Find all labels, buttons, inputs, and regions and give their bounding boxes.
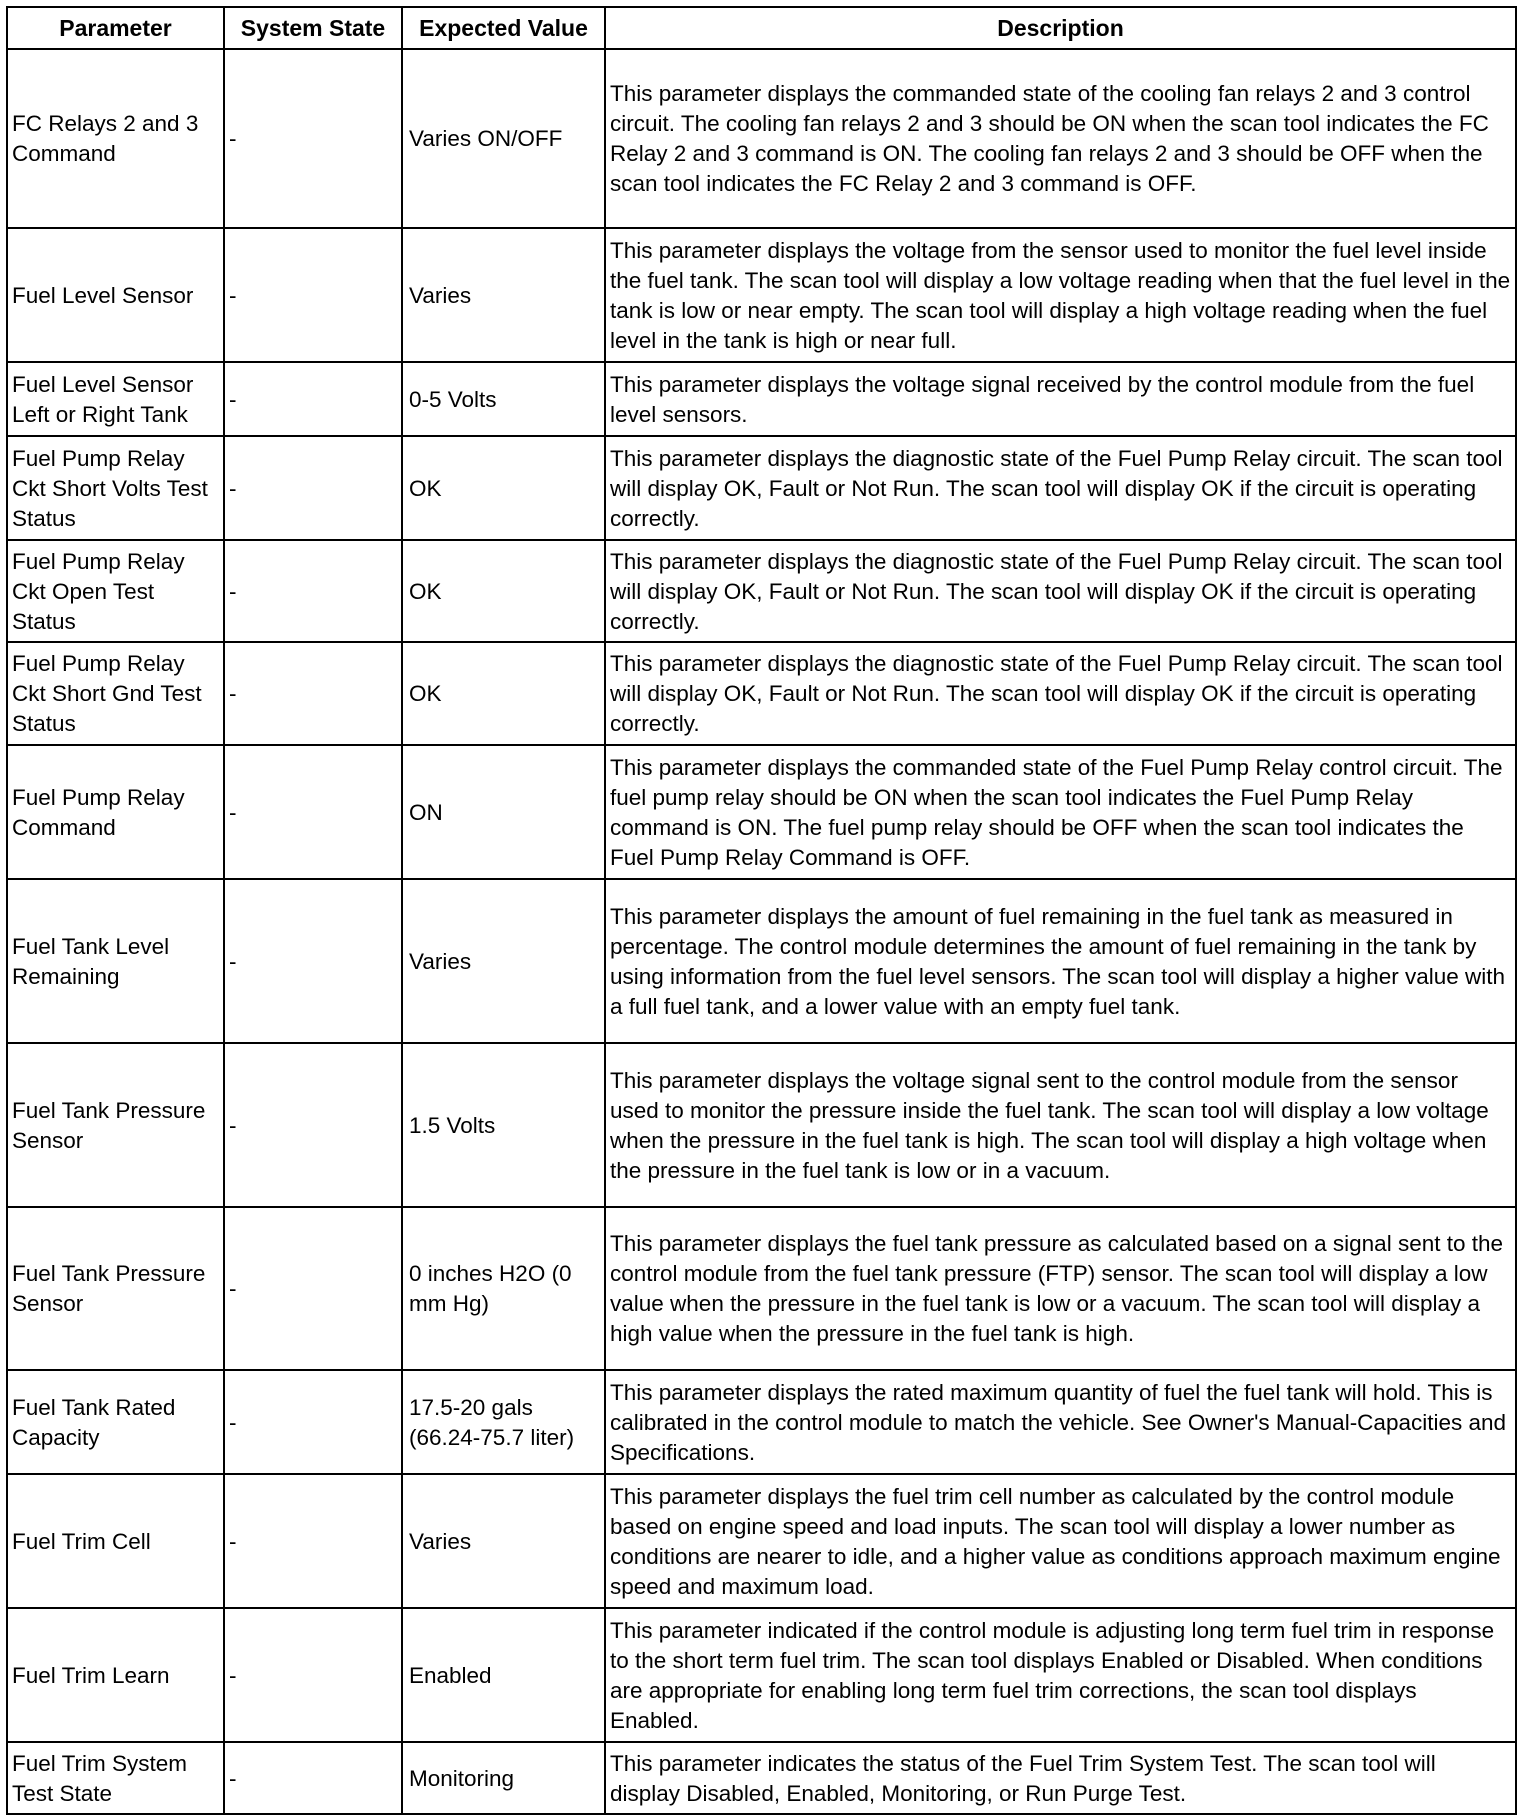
cell-description: This parameter displays the diagnostic state of the Fuel Pump Relay circuit. The scan tool will display OK, Fault or Not Run. The scan tool will display OK if the circuit is operating correctly. — [605, 642, 1516, 745]
cell-description: This parameter displays the voltage signal sent to the control module from the sensor used to monitor the pressure inside the fuel tank. The scan tool will display a low voltage when the pressure in the fuel tank is high. The scan tool will display a high voltage when the pressure in the fuel tank is low or in a vacuum. — [605, 1043, 1516, 1207]
cell-description: This parameter indicated if the control module is adjusting long term fuel trim in response to the short term fuel trim. The scan tool displays Enabled or Disabled. When conditions are appropriate for enabling long term fuel trim corrections, the scan tool displays Enabled. — [605, 1608, 1516, 1742]
cell-parameter: Fuel Pump Relay Ckt Open Test Status — [7, 540, 224, 642]
cell-parameter: FC Relays 2 and 3 Command — [7, 49, 224, 228]
cell-system-state: - — [224, 745, 402, 879]
cell-description: This parameter displays the commanded state of the Fuel Pump Relay control circuit. The fuel pump relay should be ON when the scan tool indicates the Fuel Pump Relay command is ON. The fuel pump relay should be OFF when the scan tool indicates the Fuel Pump Relay Command is OFF. — [605, 745, 1516, 879]
header-system-state: System State — [224, 7, 402, 49]
cell-description: This parameter displays the fuel trim cell number as calculated by the control module based on engine speed and load inputs. The scan tool will display a lower number as conditions are nearer to idle, and a higher value as conditions approach maximum engine speed and maximum load. — [605, 1474, 1516, 1608]
cell-system-state: - — [224, 1474, 402, 1608]
cell-system-state: - — [224, 642, 402, 745]
table-row — [7, 49, 1516, 228]
cell-expected-value: Enabled — [402, 1608, 605, 1742]
cell-expected-value: Varies — [402, 228, 605, 362]
cell-parameter: Fuel Level Sensor — [7, 228, 224, 362]
cell-parameter: Fuel Tank Pressure Sensor — [7, 1043, 224, 1207]
table-row — [7, 1370, 1516, 1474]
table-row — [7, 1742, 1516, 1814]
cell-parameter: Fuel Pump Relay Ckt Short Volts Test Status — [7, 436, 224, 540]
cell-expected-value: Varies ON/OFF — [402, 49, 605, 228]
cell-parameter: Fuel Trim System Test State — [7, 1742, 224, 1814]
cell-system-state: - — [224, 436, 402, 540]
cell-description: This parameter displays the commanded state of the cooling fan relays 2 and 3 control circuit. The cooling fan relays 2 and 3 should be ON when the scan tool indicates the FC Relay 2 and 3 command is ON. The cooling fan relays 2 and 3 should be OFF when the scan tool indicates the FC Relay 2 and 3 command is OFF. — [605, 49, 1516, 228]
cell-parameter: Fuel Tank Rated Capacity — [7, 1370, 224, 1474]
cell-system-state: - — [224, 1043, 402, 1207]
cell-system-state: - — [224, 1370, 402, 1474]
header-expected-value: Expected Value — [402, 7, 605, 49]
cell-system-state: - — [224, 1742, 402, 1814]
parameter-table-container — [6, 6, 1515, 1815]
table-header-row — [7, 7, 1516, 49]
cell-expected-value: OK — [402, 436, 605, 540]
cell-description: This parameter displays the voltage from the sensor used to monitor the fuel level inside the fuel tank. The scan tool will display a low voltage reading when that the fuel level in the tank is low or near empty. The scan tool will display a high voltage reading when the fuel level in the tank is high or near full. — [605, 228, 1516, 362]
cell-description: This parameter indicates the status of the Fuel Trim System Test. The scan tool will display Disabled, Enabled, Monitoring, or Run Purge Test. — [605, 1742, 1516, 1814]
table-body — [7, 49, 1516, 1814]
table-row — [7, 1207, 1516, 1370]
table-row — [7, 642, 1516, 745]
cell-expected-value: OK — [402, 540, 605, 642]
cell-parameter: Fuel Tank Pressure Sensor — [7, 1207, 224, 1370]
cell-parameter: Fuel Tank Level Remaining — [7, 879, 224, 1043]
cell-system-state: - — [224, 362, 402, 436]
cell-system-state: - — [224, 49, 402, 228]
table-row — [7, 1043, 1516, 1207]
cell-description: This parameter displays the amount of fuel remaining in the fuel tank as measured in percentage. The control module determines the amount of fuel remaining in the tank by using information from the fuel level sensors. The scan tool will display a higher value with a full fuel tank, and a lower value with an empty fuel tank. — [605, 879, 1516, 1043]
cell-parameter: Fuel Trim Learn — [7, 1608, 224, 1742]
cell-expected-value: 0-5 Volts — [402, 362, 605, 436]
cell-expected-value: 1.5 Volts — [402, 1043, 605, 1207]
cell-expected-value: Varies — [402, 1474, 605, 1608]
cell-description: This parameter displays the diagnostic state of the Fuel Pump Relay circuit. The scan tool will display OK, Fault or Not Run. The scan tool will display OK if the circuit is operating correctly. — [605, 436, 1516, 540]
cell-expected-value: Varies — [402, 879, 605, 1043]
table-row — [7, 1474, 1516, 1608]
cell-description: This parameter displays the rated maximum quantity of fuel the fuel tank will hold. This is calibrated in the control module to match the vehicle. See Owner's Manual-Capacities and Specifications. — [605, 1370, 1516, 1474]
table-row — [7, 436, 1516, 540]
table-row — [7, 879, 1516, 1043]
cell-description: This parameter displays the voltage signal received by the control module from the fuel level sensors. — [605, 362, 1516, 436]
table-row — [7, 540, 1516, 642]
cell-expected-value: ON — [402, 745, 605, 879]
cell-parameter: Fuel Pump Relay Ckt Short Gnd Test Status — [7, 642, 224, 745]
table-row — [7, 228, 1516, 362]
cell-system-state: - — [224, 228, 402, 362]
cell-parameter: Fuel Pump Relay Command — [7, 745, 224, 879]
table-row — [7, 1608, 1516, 1742]
cell-expected-value: Monitoring — [402, 1742, 605, 1814]
table-row — [7, 745, 1516, 879]
cell-description: This parameter displays the fuel tank pressure as calculated based on a signal sent to the control module from the fuel tank pressure (FTP) sensor. The scan tool will display a low value when the pressure in the fuel tank is low or a vacuum. The scan tool will display a high value when the pressure in the fuel tank is high. — [605, 1207, 1516, 1370]
cell-system-state: - — [224, 1608, 402, 1742]
cell-description: This parameter displays the diagnostic state of the Fuel Pump Relay circuit. The scan tool will display OK, Fault or Not Run. The scan tool will display OK if the circuit is operating correctly. — [605, 540, 1516, 642]
cell-parameter: Fuel Level Sensor Left or Right Tank — [7, 362, 224, 436]
header-parameter: Parameter — [7, 7, 224, 49]
cell-system-state: - — [224, 1207, 402, 1370]
cell-expected-value: OK — [402, 642, 605, 745]
cell-system-state: - — [224, 540, 402, 642]
cell-expected-value: 0 inches H2O (0 mm Hg) — [402, 1207, 605, 1370]
header-description: Description — [605, 7, 1516, 49]
parameter-table — [6, 6, 1517, 1815]
cell-system-state: - — [224, 879, 402, 1043]
cell-parameter: Fuel Trim Cell — [7, 1474, 224, 1608]
table-row — [7, 362, 1516, 436]
cell-expected-value: 17.5-20 gals (66.24-75.7 liter) — [402, 1370, 605, 1474]
